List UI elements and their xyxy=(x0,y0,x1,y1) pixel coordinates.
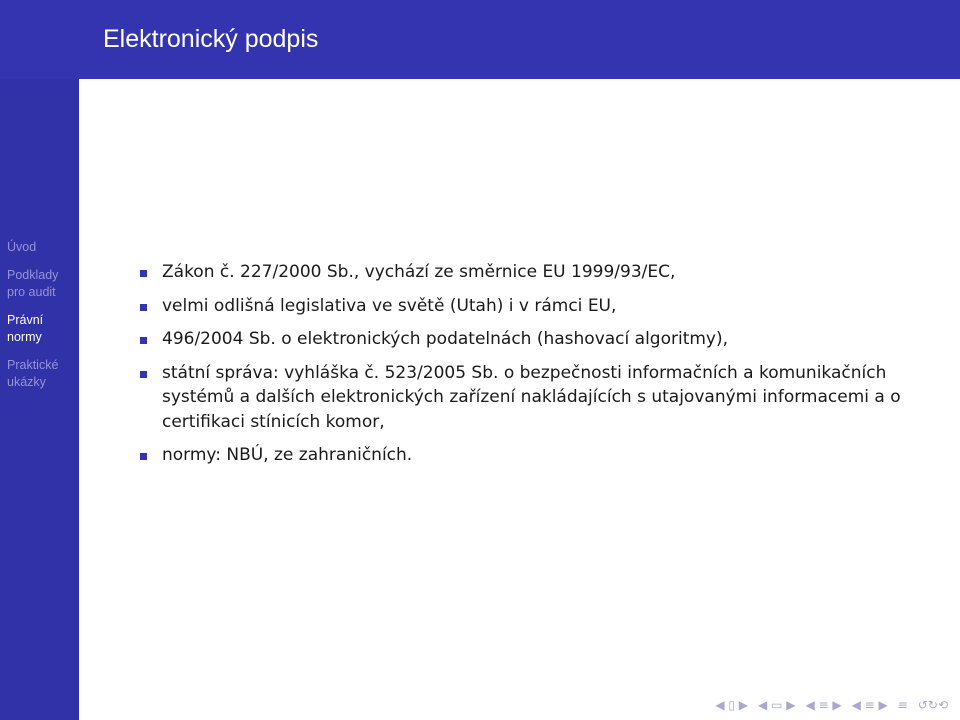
sidebar-item-label: Praktické xyxy=(7,358,59,372)
list-item xyxy=(140,443,940,468)
nav-appendix-icon[interactable]: ≡ xyxy=(897,698,908,712)
sidebar-item-label: Úvod xyxy=(7,240,37,254)
sidebar xyxy=(0,79,79,720)
beamer-navigation-symbols xyxy=(715,698,948,712)
sidebar-item-pravni-normy[interactable] xyxy=(7,312,77,346)
bullet-text: velmi odlišná legislativa ve světě (Utah) i v rámci EU, xyxy=(162,295,617,316)
bullet-square-icon xyxy=(140,371,147,378)
sidebar-item-prakticke-ukazky[interactable] xyxy=(7,357,77,391)
bullet-text: normy: NBÚ, ze zahraničních. xyxy=(162,445,413,465)
list-item xyxy=(140,260,940,285)
nav-search-back-icon[interactable]: ↺↻⟲ xyxy=(917,698,948,712)
bullet-text: Zákon č. 227/2000 Sb., vychází ze směrnice EU 1999/93/EC, xyxy=(162,262,676,282)
bullet-text: státní správa: vyhláška č. 523/2005 Sb. o bezpečnosti informačních a komunikačních systémů a dalších elektronických zařízení nakládajících s utajovanými informacemi a o certifikaci stínicích komor, xyxy=(162,362,901,432)
sidebar-item-label: Podklady xyxy=(7,268,59,282)
sidebar-item-uvod[interactable] xyxy=(7,239,77,256)
sidebar-nav xyxy=(7,239,77,402)
nav-section-icon[interactable]: ◀ ≡ ▶ xyxy=(805,698,842,712)
slide-header xyxy=(0,0,960,79)
sidebar-item-label: normy xyxy=(7,330,42,344)
bullet-square-icon xyxy=(140,270,147,277)
list-item xyxy=(140,294,940,319)
bullet-list xyxy=(140,260,940,468)
bullet-square-icon xyxy=(140,337,147,344)
sidebar-item-label: ukázky xyxy=(7,375,46,389)
slide-content xyxy=(140,260,940,477)
sidebar-item-label: pro audit xyxy=(7,285,56,299)
list-item xyxy=(140,327,940,352)
sidebar-item-label: Právní xyxy=(7,313,44,327)
bullet-square-icon xyxy=(140,304,147,311)
list-item xyxy=(140,361,940,435)
nav-subsection-icon[interactable]: ◀ ▭ ▶ xyxy=(758,698,796,712)
sidebar-item-podklady-pro-audit[interactable] xyxy=(7,267,77,301)
bullet-square-icon xyxy=(140,453,147,460)
bullet-text: 496/2004 Sb. o elektronických podatelnách (hashovací algoritmy), xyxy=(162,329,729,349)
nav-document-icon[interactable]: ◀ ≡ ▶ xyxy=(851,698,888,712)
slide-title: Elektronický podpis xyxy=(103,25,319,53)
nav-frame-icon[interactable]: ◀ ▯ ▶ xyxy=(715,698,749,712)
